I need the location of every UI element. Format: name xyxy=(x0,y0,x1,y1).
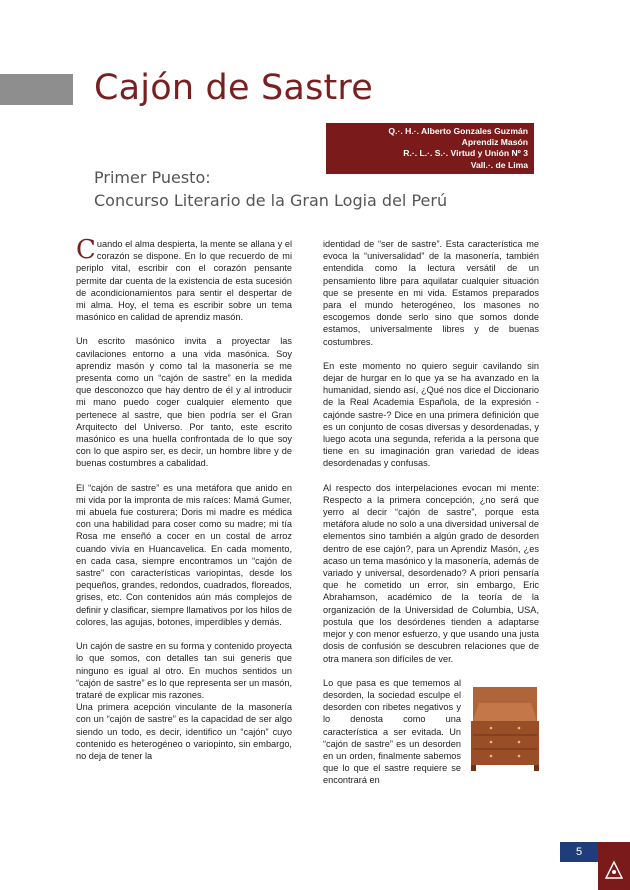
paragraph: Un escrito masónico invita a proyectar las cavilaciones entorno a una vida masónica. Soy aprendiz masón y como tal la masonería se me presenta como un “cajón de sastre” en la medida que desconozco que hay dentro de él y al introducir mi mano puedo coger cualquier elemento que pertenece al sastre, que bien podría ser el Gran Arquitecto del Universo. Por tanto, este escrito masónico es una huella confrontada de lo que soy con lo que aspiro ser, es decir, un hombre libre y de buenas costumbres a cabalidad. xyxy=(76,336,292,469)
paragraph: En este momento no quiero seguir cavilando sin dejar de hurgar en lo que ya se ha avanzado en la humanidad, siendo así, ¿Qué nos dice el Diccionario de la Real Academia Española, de la expresión -cajónde sastre-? Dice en una primera definición que es un conjunto de cosas diversas y desordenadas, y luego acota una segunda, referida a la persona que tiene en su imaginación gran variedad de ideas desordenadas y confusas. xyxy=(323,360,539,469)
paragraph-text: uando el alma despierta, la mente se allana y el corazón se dispone. En lo que recuerdo de mi periplo vital, escribir con el corazón pensante permite dar cuenta de la existencia de esta sucesión de acondicionamientos para sentir el despertar de mi alma. Hoy, el tema es escribir sobre un tema masónico en calidad de aprendiz masón. xyxy=(76,239,292,323)
page-number: 5 xyxy=(560,842,598,862)
subtitle-line-2: Concurso Literario de la Gran Logia del Perú xyxy=(94,190,448,210)
subtitle xyxy=(94,167,447,212)
article-column-left xyxy=(76,235,292,774)
author-valley: Vall.·. de Lima xyxy=(470,159,528,170)
paragraph: identidad de “ser de sastre”. Esta característica me evoca la “universalidad” de la masonería, también entendida como la lectura versátil de un pensamiento libre para aquilatar cualquier situación que se presente en mi vida. Estamos preparados para el mundo heterogéneo, los masones no escogemos donde serlo sino que somos donde estamos, universalmente libres y de buenas costumbres. xyxy=(323,239,539,347)
subtitle-line-1: Primer Puesto: xyxy=(94,168,211,187)
author-lodge: R.·. L.·. S.·. Virtud y Unión Nº 3 xyxy=(403,148,528,159)
header-accent-bar xyxy=(0,74,73,105)
paragraph: Un cajón de sastre en su forma y contenido proyecta lo que somos, con detalles tan sui generis que ninguno es igual al otro. En muchos sentidos un “cajón de sastre” es lo que representa ser un masón, trataré de explicar mis razones. xyxy=(76,641,292,700)
author-degree: Aprendiz Masón xyxy=(461,137,528,148)
paragraph-text: Lo que pasa es que tememos al desorden, la sociedad esculpe el desorden con ribetes negativos y lo denosta como una característica a ser evitada. Un “cajón de sastre” es un desorden en un orden, finalmente sabemos que lo que el sastre requiere se encontrará en xyxy=(323,677,461,786)
paragraph: El “cajón de sastre” es una metáfora que anido en mi vida por la impronta de mis raíces: Mamá Gumer, mi abuela fue costurera; Doris mi madre es médica con una habilidad para coser como su madre; mi tía Rosa me enseñó a cocer en un costal de arroz cuando vivía en Huancavelica. En cada momento, en cada casa, siempre encontramos un “cajón de sastre” con características variopintas, desde los pequeños, grandes, redondos, cuadrados, floreados, grises, etc. Con contenidos aún más complejos de definir y clasificar, siempre llamativos por los hilos de colores, las agujas, botones, imperdibles y demás. xyxy=(76,482,292,627)
paragraph xyxy=(323,677,539,787)
author-name: Q.·. H.·. Alberto Gonzales Guzmán xyxy=(388,126,528,136)
paragraph: Una primera acepción vinculante de la masonería con un “cajón de sastre” es la capacidad de ser algo siendo un todo, es decir, identifico un “cajón” cuyo contenido es heterogéneo o variopinto, sin embargo, no deja de tener la xyxy=(76,702,292,761)
secretary-desk-image xyxy=(467,683,543,771)
paragraph xyxy=(76,235,292,323)
lodge-logo-icon xyxy=(604,860,624,882)
drop-cap: C xyxy=(76,235,96,265)
article-column-right xyxy=(323,238,539,799)
page-title: Cajón de Sastre xyxy=(94,68,373,108)
paragraph: Al respecto dos interpelaciones evocan mi mente: Respecto a la primera concepción, ¿no será que yerro al decir “cajón de sastre”, porque esta metáfora alude no solo a una diversidad universal de elementos sino también a algún grado de desorden dentro de ese cajón?, para un Aprendiz Masón, ¿es acaso un tema masónico y la masonería, además de variado y universal, desordenado? A priori pensaría que he cometido un error, sin embargo, Eric Abrahamson, académico de la teoría de la organización de la Universidad de Columbia, USA, postula que los desórdenes tienden a adaptarse mejor y con menor esfuerzo, y que usando una justa dosis de confusión se descubren relaciones que de otra manera son difíciles de ver. xyxy=(323,482,539,664)
